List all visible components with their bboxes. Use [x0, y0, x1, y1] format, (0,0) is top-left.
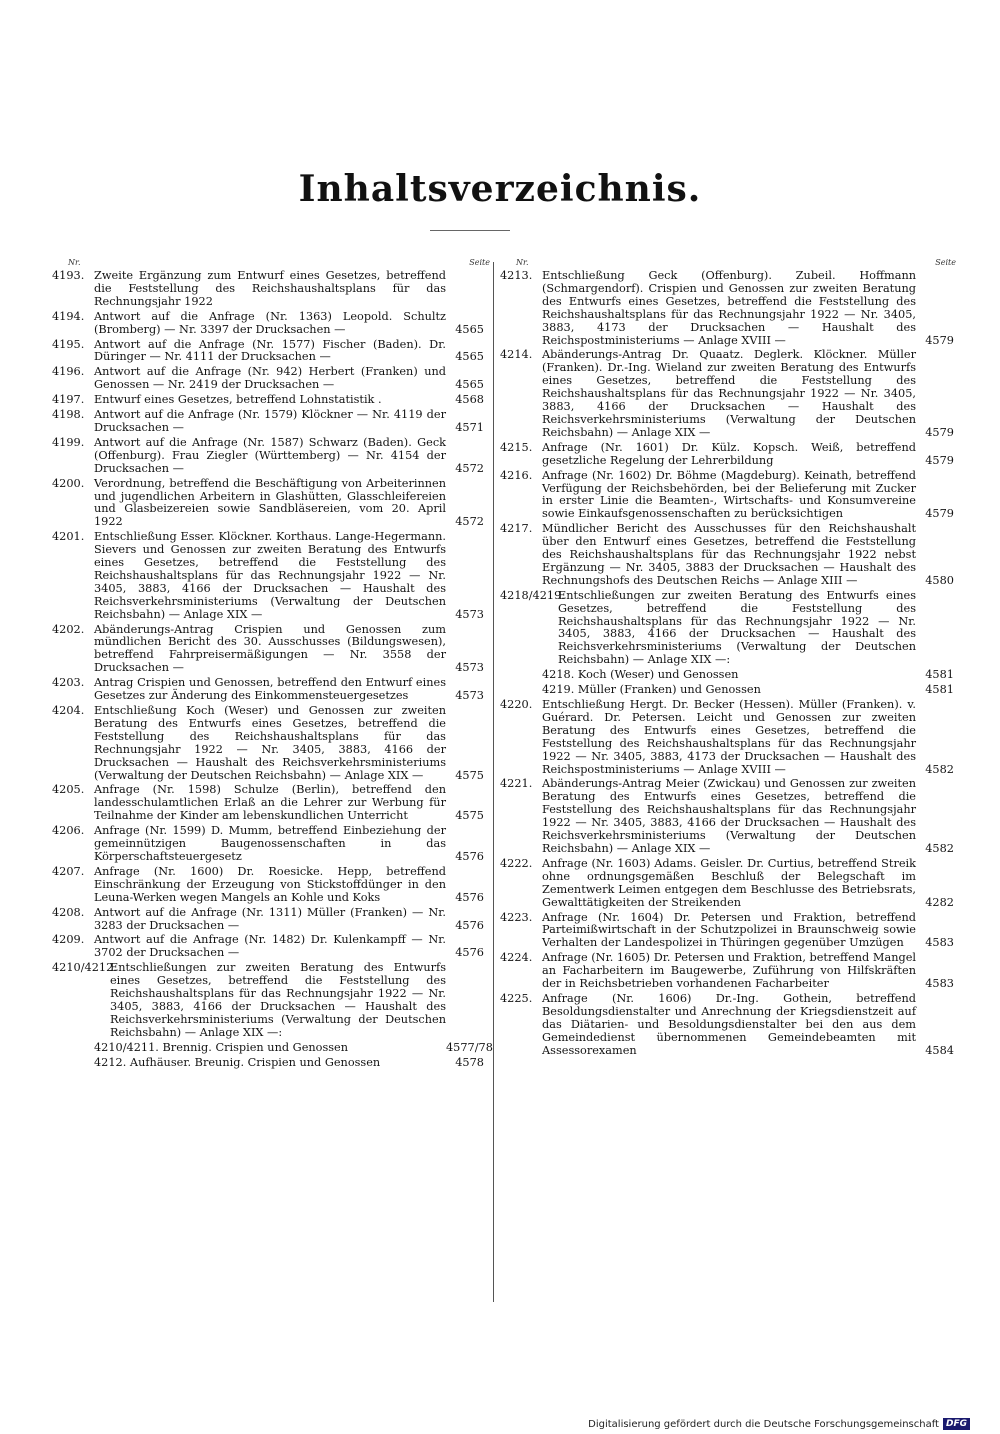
entry-page: 4565 — [455, 350, 484, 364]
entry-text: Anfrage (Nr. 1605) Dr. Petersen und Fraktion, betreffend Mangel an Facharbeitern im Baugewerbe, Zuführung von Hilfskräften der in Reichsbetrieben vorhandenen Facharbeiter — [542, 951, 916, 991]
entry-page: 4576 — [455, 946, 484, 960]
entry-page: 4572 — [455, 515, 484, 529]
entry-number: 4193. — [52, 269, 85, 282]
entry-text: Entschließung Koch (Weser) und Genossen zur zweiten Beratung des Entwurfs eines Gesetzes, betreffend die Feststellung des Reichshaushaltsplans für das Rechnungsjahr 1922 — Nr. 3405, 3883, 4166 der Drucksachen — Haushalt des Reichsverkehrsministeriums (Verwaltung der Deutschen Reichsbahn) — Anlage XIX — — [94, 704, 446, 782]
entry-page: 4582 — [925, 762, 954, 776]
entry-number: 4205. — [52, 783, 85, 797]
entry-number: 4209. — [52, 933, 85, 947]
entry-page: 4565 — [455, 322, 484, 336]
entry-page: 4571 — [455, 420, 484, 434]
toc-entry — [500, 590, 932, 667]
entry-text: Anfrage (Nr. 1602) Dr. Böhme (Magdeburg). Keinath, betreffend Verfügung der Reichsbehörden, bei der Belieferung mit Zucker in erster Linie die Beamten-, Wirtschafts- und Konsumvereine sowie Einkaufsgenossenschaften zu berücksichtigen — [542, 468, 916, 521]
entry-number: 4194. — [52, 309, 85, 323]
entry-number: 4197. — [52, 393, 85, 407]
column-divider — [493, 262, 494, 1302]
entry-page: 4576 — [455, 918, 484, 932]
toc-entry — [500, 269, 954, 347]
entry-page: 4577/78 — [446, 1040, 493, 1054]
entry-number: 4215. — [500, 440, 533, 454]
entry-text: Entschließung Geck (Offenburg). Zubeil. Hoffmann (Schmargendorf). Crispien und Genossen zur zweiten Beratung des Entwurfs eines Gesetzes, betreffend die Feststellung des Reichshaushaltsplans für das Rechnungsjahr 1922 — Nr. 3405, 3883, 4173 der Drucksachen — Haushalt des Reichspostministeriums — Anlage XVIII — — [542, 269, 916, 347]
entry-number: 4225. — [500, 991, 533, 1005]
toc-entry — [500, 440, 954, 468]
right-entry-list — [500, 269, 954, 1057]
entry-text: Antwort auf die Anfrage (Nr. 1587) Schwarz (Baden). Geck (Offenburg). Frau Ziegler (Württemberg) — Nr. 4154 der Drucksachen — — [94, 435, 446, 475]
entry-number: 4216. — [500, 468, 533, 482]
entry-page: 4573 — [455, 661, 484, 675]
entry-page: 4584 — [925, 1043, 954, 1057]
entry-page: 4568 — [455, 393, 484, 407]
toc-entry — [52, 478, 484, 530]
entry-number: 4206. — [52, 824, 85, 838]
toc-entry — [52, 624, 484, 676]
entry-number: 4210/4212. — [52, 961, 117, 975]
toc-entry — [52, 270, 484, 309]
entry-number: 4221. — [500, 777, 533, 791]
entry-number: 4195. — [52, 337, 85, 351]
entry-page: 4579 — [925, 425, 954, 439]
entry-number: 4196. — [52, 365, 85, 379]
left-column — [52, 258, 493, 1071]
entry-number: 4204. — [52, 704, 85, 717]
entry-text: Anfrage (Nr. 1601) Dr. Külz. Kopsch. Weiß, betreffend gesetzliche Regelung der Lehrerbildung — [542, 440, 916, 467]
entry-text: Entschließungen zur zweiten Beratung des Entwurfs eines Gesetzes, betreffend die Feststellung des Reichshaushaltsplans für das Rechnungsjahr 1922 — Nr. 3405, 3883, 4166 der Drucksachen — Haushalt des Reichsverkehrsministeriums (Verwaltung der Deutschen Reichsbahn) — Anlage XIX —: — [558, 588, 916, 667]
entry-number: 4208. — [52, 905, 85, 919]
nr-header: Nr. — [516, 258, 529, 267]
toc-entry — [52, 394, 484, 407]
toc-entry — [500, 951, 954, 991]
entry-text: Antwort auf die Anfrage (Nr. 1577) Fischer (Baden). Dr. Düringer — Nr. 4111 der Drucksachen — — [94, 337, 446, 364]
entry-text: Anfrage (Nr. 1599) D. Mumm, betreffend Einbeziehung der gemeinnützigen Baugenossenschaften in das Körperschaftsteuergesetz — [94, 824, 446, 863]
entry-number: 4207. — [52, 864, 85, 878]
entry-text: Entschließung Hergt. Dr. Becker (Hessen). Müller (Franken). v. Guérard. Dr. Petersen. Leicht und Genossen zur zweiten Beratung des Entwurfs eines Gesetzes, betreffend die Feststellung des Reichshaushaltsplans für das Rechnungsjahr 1922 — Nr. 3405, 3883, 4173 der Drucksachen — Haushalt des Reichspostministeriums — Anlage XVIII — — [542, 698, 916, 776]
toc-entry — [52, 366, 484, 392]
entry-page: 4565 — [455, 378, 484, 392]
title-divider — [430, 230, 510, 231]
entry-number: 4214. — [500, 348, 533, 362]
entry-number: 4217. — [500, 522, 533, 536]
entry-page: 4576 — [455, 890, 484, 904]
entry-text: Entwurf eines Gesetzes, betreffend Lohnstatistik . — [94, 393, 382, 407]
seite-header: Seite — [469, 258, 490, 267]
entry-page: 4579 — [925, 507, 954, 521]
entry-page: 4581 — [925, 683, 954, 697]
footer — [588, 1418, 970, 1430]
entry-number: 4203. — [52, 676, 85, 690]
entry-text: Entschließungen zur zweiten Beratung des Entwurfs eines Gesetzes, betreffend die Feststellung des Reichshaushaltsplans für das Rechnungsjahr 1922 — Nr. 3405, 3883, 4166 der Drucksachen — Haushalt des Reichsverkehrsministeriums (Verwaltung der Deutschen Reichsbahn) — Anlage XIX —: — [110, 961, 446, 1039]
entry-text: Zweite Ergänzung zum Entwurf eines Gesetzes, betreffend die Feststellung des Reichshaushaltsplans für das Rechnungsjahr 1922 — [94, 269, 446, 308]
entry-page: 4575 — [455, 768, 484, 782]
toc-entry — [500, 856, 954, 910]
entry-text: Abänderungs-Antrag Crispien und Genossen zum mündlichen Bericht des 30. Ausschusses (Bildungswesen), betreffend Fahrpreisermäßigungen — Nr. 3558 der Drucksachen — — [94, 622, 446, 675]
entry-page: 4575 — [455, 809, 484, 823]
entry-text: Mündlicher Bericht des Ausschusses für den Reichshaushalt über den Entwurf eines Gesetzes, betreffend die Feststellung des Reichshaushaltsplans für das Rechnungsjahr 1922 nebst Ergänzung — Nr. 3405, 3883 der Drucksachen — Haushalt des Rechnungshofs des Deutschen Reichs — Anlage XIII — — [542, 522, 916, 587]
seite-header: Seite — [935, 258, 956, 267]
toc-entry — [52, 677, 484, 703]
entry-page: 4573 — [455, 607, 484, 621]
entry-page: 4576 — [455, 849, 484, 863]
toc-entry — [52, 1040, 493, 1055]
entry-page: 4583 — [925, 936, 954, 950]
entry-page: 4579 — [925, 453, 954, 467]
toc-entry — [52, 907, 484, 933]
entry-page: 4580 — [925, 573, 954, 587]
toc-entry — [52, 437, 484, 476]
entry-text: Anfrage (Nr. 1604) Dr. Petersen und Fraktion, betreffend Parteimißwirtschaft in der Schutzpolizei in Braunschweig sowie Verhalten der Landespolizei in Thüringen gegenüber Umzügen — [542, 910, 916, 950]
footer-text: Digitalisierung gefördert durch die Deutsche Forschungsgemeinschaft — [588, 1418, 939, 1430]
toc-entry — [500, 991, 954, 1058]
entry-number: 4223. — [500, 910, 533, 924]
entry-page: 4282 — [925, 895, 954, 909]
entry-text: Antrag Crispien und Genossen, betreffend den Entwurf eines Gesetzes zur Änderung des Einkommensteuergesetzes — [94, 676, 446, 703]
toc-entry — [500, 698, 954, 776]
entry-number: 4202. — [52, 622, 85, 636]
entry-text: Abänderungs-Antrag Dr. Quaatz. Deglerk. Klöckner. Müller (Franken). Dr.-Ing. Wieland zur zweiten Beratung des Entwurfs eines Gesetzes, betreffend die Feststellung des Reichshaushaltsplans für das Rechnungsjahr 1922 — Nr. 3405, 3883, 4166 der Drucksachen — Haushalt des Reichsverkehrsministeriums (Verwaltung der Deutschen Reichsbahn) — Anlage XIX — — [542, 348, 916, 439]
entry-page: 4572 — [455, 461, 484, 475]
entry-text: Antwort auf die Anfrage (Nr. 1363) Leopold. Schultz (Bromberg) — Nr. 3397 der Drucksachen — — [94, 309, 446, 336]
entry-text: Anfrage (Nr. 1603) Adams. Geisler. Dr. Curtius, betreffend Streik ohne ordnungsgemäßen Beschluß der Belegschaft im Zementwerk Leimen entgegen dem Beschlusse des Betriebsrats, Gewalttätigkeiten der Streikenden — [542, 856, 916, 909]
toc-entry — [52, 825, 484, 864]
entry-text: 4210/4211. Brennig. Crispien und Genossen — [94, 1040, 349, 1054]
toc-entry — [52, 409, 484, 435]
entry-text: Antwort auf die Anfrage (Nr. 1579) Klöckner — Nr. 4119 der Drucksachen — — [94, 408, 446, 434]
entry-text: Antwort auf die Anfrage (Nr. 942) Herbert (Franken) und Genossen — Nr. 2419 der Drucksachen — — [94, 365, 446, 392]
toc-entry — [52, 531, 484, 621]
toc-entry — [500, 683, 954, 697]
entry-text: Anfrage (Nr. 1600) Dr. Roesicke. Hepp, betreffend Einschränkung der Erzeugung von Stickstoffdünger in den Leuna-Werken wegen Mangels an Kohle und Koks — [94, 864, 446, 904]
entry-number: 4218/4219. — [500, 588, 565, 602]
toc-entry — [500, 668, 954, 682]
toc-entry — [500, 468, 954, 522]
entry-text: Antwort auf die Anfrage (Nr. 1311) Müller (Franken) — Nr. 3283 der Drucksachen — — [94, 905, 446, 932]
entry-number: 4213. — [500, 269, 533, 282]
entry-number: 4198. — [52, 408, 85, 422]
entry-number: 4224. — [500, 951, 533, 965]
toc-entry — [52, 934, 484, 960]
entry-text: Verordnung, betreffend die Beschäftigung von Arbeiterinnen und jugendlichen Arbeitern in Glashütten, Glasschleifereien und Glasbeizereien sowie Sandbläsereien, vom 20. April 1922 — [94, 476, 446, 529]
toc-entry — [52, 339, 484, 365]
entry-text: Abänderungs-Antrag Meier (Zwickau) und Genossen zur zweiten Beratung des Entwurfs eines Gesetzes, betreffend die Feststellung des Reichshaushaltsplans für das Rechnungsjahr 1922 — Nr. 3405, 3883, 4166 der Drucksachen — Haushalt des Reichsverkehrsministeriums (Verwaltung der Deutschen Reichsbahn) — Anlage XIX — — [542, 777, 916, 855]
toc-entry — [52, 866, 484, 905]
entry-text: Anfrage (Nr. 1598) Schulze (Berlin), betreffend den landesschulamtlichen Erlaß an die Lehrer zur Werbung für Teilnahme der Kinder am lebenskundlichen Unterricht — [94, 783, 446, 823]
entry-page: 4579 — [925, 333, 954, 347]
toc-entry — [52, 784, 484, 823]
entry-number: 4201. — [52, 530, 85, 544]
entry-text: Antwort auf die Anfrage (Nr. 1482) Dr. Kulenkampff — Nr. 3702 der Drucksachen — — [94, 933, 446, 960]
entry-page: 4582 — [925, 841, 954, 855]
entry-text: 4212. Aufhäuser. Breunig. Crispien und Genossen — [94, 1055, 381, 1069]
entry-text: 4218. Koch (Weser) und Genossen — [542, 668, 739, 682]
toc-entry — [52, 311, 484, 337]
entry-page: 4583 — [925, 977, 954, 991]
entry-number: 4200. — [52, 476, 85, 490]
right-column — [500, 258, 956, 1059]
entry-text: 4219. Müller (Franken) und Genossen — [542, 683, 761, 697]
page-title: Inhaltsverzeichnis. — [298, 168, 702, 210]
toc-entry — [500, 522, 954, 588]
entry-number: 4199. — [52, 435, 85, 449]
entry-number: 4222. — [500, 856, 533, 870]
entry-page: 4581 — [925, 668, 954, 682]
toc-entry — [500, 910, 954, 951]
toc-entry — [52, 962, 484, 1039]
toc-entry — [52, 705, 484, 782]
dfg-logo: DFG — [943, 1418, 970, 1430]
entry-number: 4220. — [500, 698, 533, 711]
toc-entry — [500, 777, 954, 855]
entry-text: Anfrage (Nr. 1606) Dr.-Ing. Gothein, betreffend Besoldungsdienstalter und Anrechnung der Kriegsdienstzeit auf das Diätarien- und Besoldungsdienstalter bei den aus dem Gemeindedienst übernommenen Gemeindebeamten mit Assessorexamen — [542, 991, 916, 1057]
toc-entry — [500, 348, 954, 439]
toc-entry — [52, 1057, 484, 1070]
entry-text: Entschließung Esser. Klöckner. Korthaus. Lange-Hegermann. Sievers und Genossen zur zweiten Beratung des Entwurfs eines Gesetzes, betreffend die Feststellung des Reichshaushaltsplans für das Rechnungsjahr 1922 — Nr. 3405, 3883, 4166 der Drucksachen — Haushalt des Reichsverkehrsministeriums (Verwaltung der Deutschen Reichsbahn) — Anlage XIX — — [94, 530, 446, 621]
nr-header: Nr. — [68, 258, 81, 267]
entry-page: 4573 — [455, 689, 484, 703]
entry-page: 4578 — [455, 1055, 484, 1069]
left-entry-list — [52, 269, 493, 1069]
